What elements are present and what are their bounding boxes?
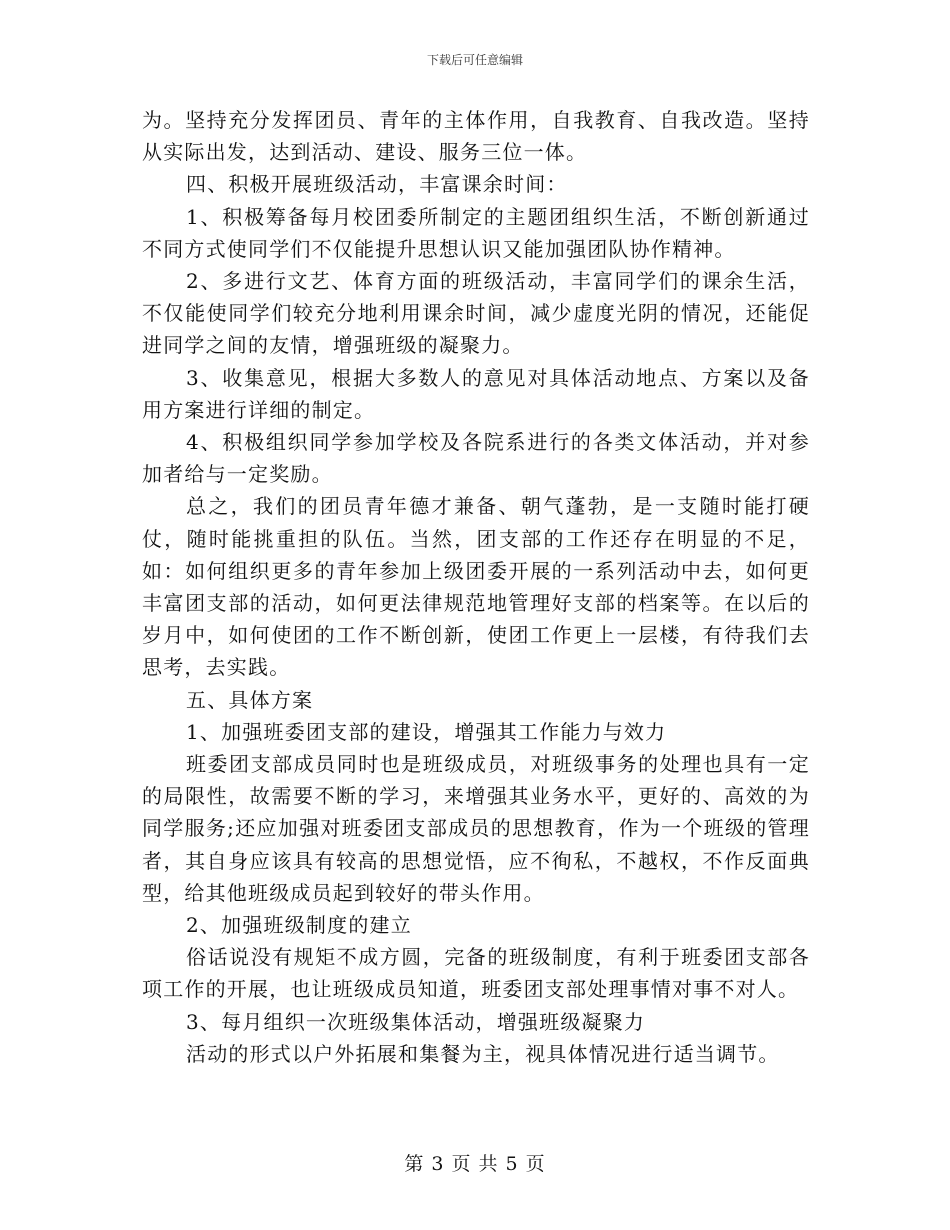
document-body [142,104,810,1070]
paragraph: 班委团支部成员同时也是班级成员，对班级事务的处理也具有一定的局限性，故需要不断的学习，来增强其业务水平，更好的、高效的为同学服务;还应加强对班委团支部成员的思想教育，作为一个班级的管理者，其自身应该具有较高的思想觉悟，应不徇私，不越权，不作反面典型，给其他班级成员起到较好的带头作用。 [142,752,810,905]
subsection-heading: 2、加强班级制度的建立 [186,913,412,938]
list-item: 2、多进行文艺、体育方面的班级活动，丰富同学们的课余生活，不仅能使同学们较充分地利用课余时间，减少虚度光阴的情况，还能促进同学之间的友情，增强班级的凝聚力。 [142,269,810,358]
subsection-heading: 1、加强班委团支部的建设，增强其工作能力与效力 [186,719,667,744]
paragraph: 总之，我们的团员青年德才兼备、朝气蓬勃，是一支随时能打硬仗，随时能挑重担的队伍。当然，团支部的工作还存在明显的不足，如：如何组织更多的青年参加上级团委开展的一系列活动中去，如何更丰富团支部的活动，如何更法律规范地管理好支部的档案等。在以后的岁月中，如何使团的工作不断创新，使团工作更上一层楼，有待我们去思考，去实践。 [142,494,810,680]
list-item: 1、积极筹备每月校团委所制定的主题团组织生活，不断创新通过不同方式使同学们不仅能提升思想认识又能加强团队协作精神。 [142,204,810,261]
page-header: 下载后可任意编辑 [426,53,523,67]
page-number: 第 3 页 共 5 页 [404,1153,546,1175]
section-heading: 四、积极开展班级活动，丰富课余时间： [186,172,568,197]
paragraph: 俗话说没有规矩不成方圆，完备的班级制度，有利于班委团支部各项工作的开展，也让班级成员知道，班委团支部处理事情对事不对人。 [142,945,810,1002]
list-item: 4、积极组织同学参加学校及各院系进行的各类文体活动，并对参加者给与一定奖励。 [142,430,810,487]
paragraph: 为。坚持充分发挥团员、青年的主体作用，自我教育、自我改造。坚持从实际出发，达到活动、建设、服务三位一体。 [142,108,810,165]
subsection-heading: 3、每月组织一次班级集体活动，增强班级凝聚力 [186,1009,646,1034]
section-heading: 五、具体方案 [186,687,314,712]
list-item: 3、收集意见，根据大多数人的意见对具体活动地点、方案以及备用方案进行详细的制定。 [142,365,810,422]
paragraph: 活动的形式以户外拓展和集餐为主，视具体情况进行适当调节。 [186,1041,780,1066]
